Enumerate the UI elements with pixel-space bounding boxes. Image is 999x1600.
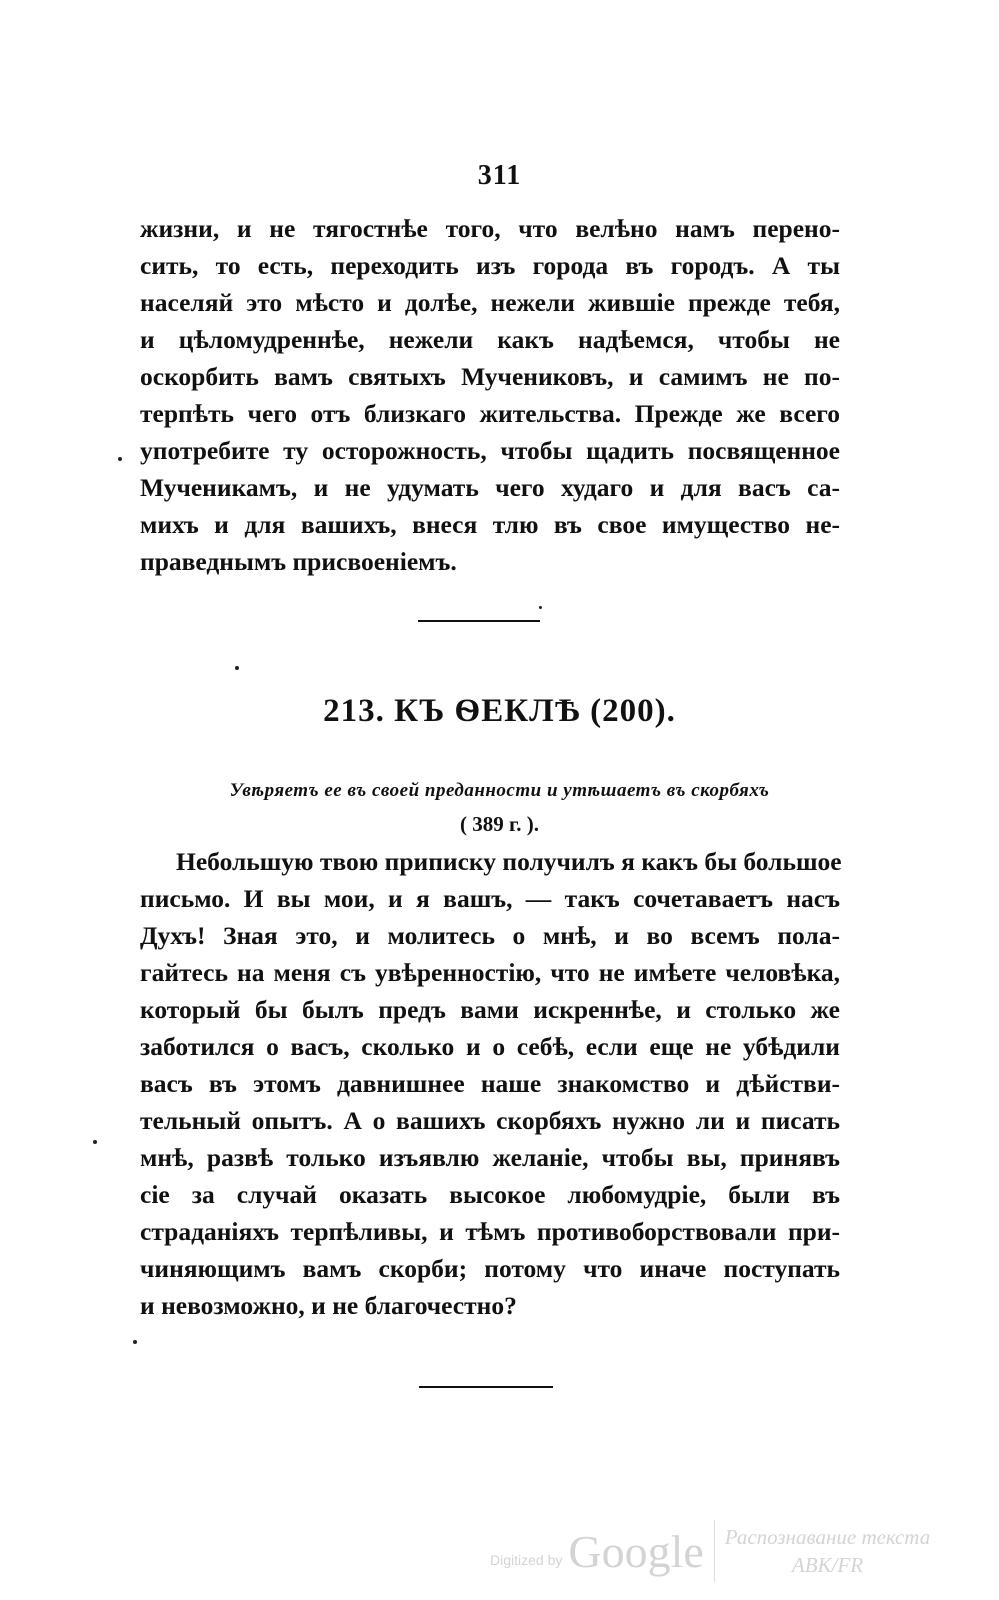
scan-speck [235,666,239,670]
text-line: сить, то есть, переходить изъ города въ городъ. А ты [140,251,840,280]
section-divider [419,1386,553,1388]
text-line: гайтесь на меня съ увѣренностію, что не имѣете человѣка, [140,958,840,987]
scan-speck [539,606,542,609]
letter-summary: Увѣряетъ ее въ своей преданности и утѣшаетъ въ скорбяхъ [229,780,770,801]
text-line: и невозможно, и не благочестно? [140,1291,517,1320]
text-line: и цѣломудреннѣе, нежели какъ надѣемся, чтобы не [140,325,840,354]
text-line: жизни, и не тягостнѣе того, что велѣно намъ перено- [140,214,840,243]
text-line: михъ и для вашихъ, внеся тлю въ свое имущество не- [140,510,840,539]
letter-heading: 213. КЪ ѲЕКЛѢ (200). [323,693,676,729]
text-line: праведнымъ присвоеніемъ. [140,547,457,576]
scan-speck [133,1340,137,1344]
watermark-digitized-by: Digitized by [490,1552,563,1568]
text-line: письмо. И вы мои, и я вашъ, — такъ сочетаваетъ насъ [140,884,840,913]
watermark-recognition [725,1523,930,1579]
scan-speck [93,1140,97,1144]
text-line: Духъ! Зная это, и молитесь о мнѣ, и во всемъ пола- [140,921,840,950]
scan-speck [118,457,122,461]
watermark-divider [714,1520,715,1582]
page-number: 311 [477,160,522,191]
text-line: Мученикамъ, и не удумать чего худаго и для васъ са- [140,473,840,502]
section-divider [418,620,540,622]
watermark-recognition-line1: Распознавание текста [724,1525,931,1549]
text-line: тельный опытъ. А о вашихъ скорбяхъ нужно ли и писать [140,1106,840,1135]
text-line: мнѣ, развѣ только изъявлю желаніе, чтобы вы, принявъ [140,1143,840,1172]
paragraph-continuation [140,210,840,580]
text-line: который бы былъ предъ вами искреннѣе, и столько же [140,995,840,1024]
watermark-google-logo: Google [568,1525,704,1577]
letter-date: ( 389 г. ). [460,812,539,836]
text-line: страданіяхъ терпѣливы, и тѣмъ противоборствовали при- [140,1217,840,1246]
text-line: сіе за случай оказать высокое любомудріе, были въ [140,1180,840,1209]
text-line: Небольшую твою приписку получилъ я какъ бы большое [176,847,842,876]
text-line: населяй это мѣсто и долѣе, нежели жившіе прежде тебя, [140,288,840,317]
text-line: терпѣть чего отъ близкаго жительства. Прежде же всего [140,399,840,428]
paragraph-letter-body [140,843,840,1324]
digitization-watermark [490,1516,930,1586]
text-line: заботился о васъ, сколько и о себѣ, если еще не убѣдили [140,1032,840,1061]
watermark-recognition-line2: ABK/FR [791,1553,864,1577]
text-line: чиняющимъ вамъ скорби; потому что иначе поступать [140,1254,840,1283]
text-line: васъ въ этомъ давнишнее наше знакомство и дѣйстви- [140,1069,840,1098]
text-line: употребите ту осторожность, чтобы щадить посвященное [140,436,840,465]
text-line: оскорбить вамъ святыхъ Мучениковъ, и самимъ не по- [140,362,840,391]
